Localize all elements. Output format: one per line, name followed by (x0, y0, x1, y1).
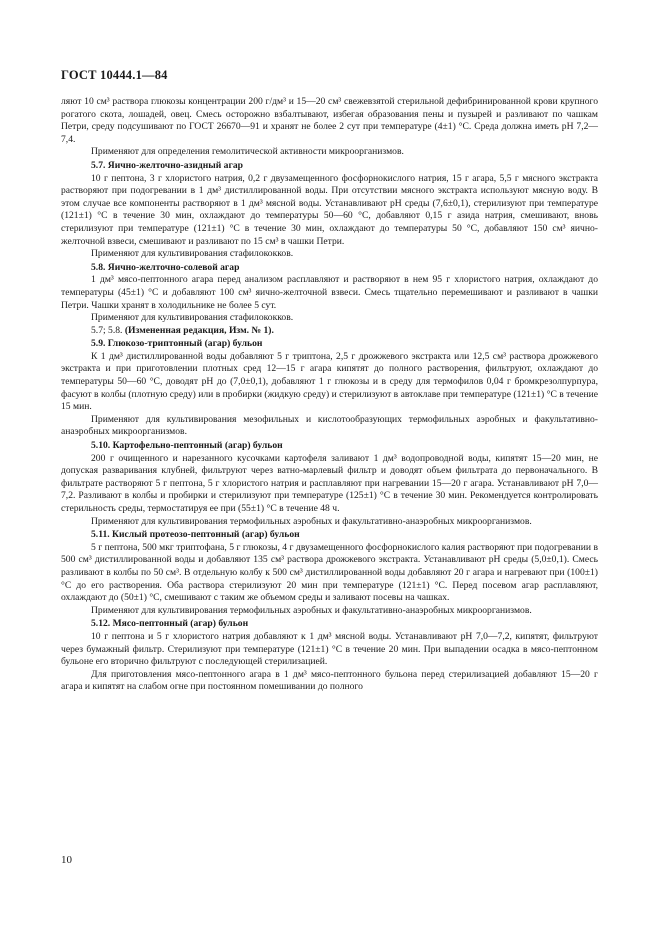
body-paragraph: 5 г пептона, 500 мкг триптофана, 5 г глюкозы, 4 г двузамещенного фосфорнокислого калия растворяют при подогревании в 500 см³ дистиллированной воды и добавляют 135 см³ раствора дрожжевого экстракта. Устанавливают pH среды (5,0±0,1). Смесь разливают в колбы по 50 см³. В отдельную колбу к 500 см³ дистиллированной воды добавляют 20 г агара и нагревают при (100±1) °С до его растворения. Оба раствора стерилизуют 20 мин при температуре (121±1) °С. Перед посевом агар расплавляют, охлаждают до (50±1) °С, смешивают с таким же объемом среды и заливают посевы на чашках. (61, 541, 598, 604)
page-number: 10 (61, 854, 72, 866)
body-paragraph: 200 г очищенного и нарезанного кусочками картофеля заливают 1 дм³ водопроводной воды, кипятят 15—20 мин, не допуская разваривания клубней, фильтруют через ватно-марлевый фильтр и доводят объем фильтрата до первоначального. В фильтрате растворяют 5 г пептона, 5 г хлористого натрия и расплавляют при нагревании 15—20 г агара. Устанавливают pH 7,0—7,2. Разливают в колбы и пробирки и стерилизуют при температуре (125±1) °С в течение 30 мин. Рекомендуется контролировать стерильность среды, термостатируя ее при (55±1) °С в течение 48 ч. (61, 452, 598, 514)
body-paragraph: Для приготовления мясо-пептонного агара в 1 дм³ мясо-пептонного бульона перед стерилизацией добавляют 15—20 г агара и кипятят на слабом огне при постоянном помешивании до полного (61, 668, 598, 693)
body-paragraph: К 1 дм³ дистиллированной воды добавляют 5 г триптона, 2,5 г дрожжевого экстракта или 12,5 см³ раствора дрожжевого экстракта и при приготовлении плотных сред 12—15 г агара кипятят до полного растворения, фильтруют, охлаждают до температуры 50—60 °С, доводят pH до (7,0±0,1), добавляют 1 г глюкозы и в среду для термофилов 0,04 г бромкрезолпурпура, фасуют в колбы (плотную среду) или в пробирки (жидкую среду) и стерилизуют в автоклаве при температуре (121±1) °С в течение 15 мин. (61, 350, 598, 413)
section-heading: 5.8. Яично-желточно-солевой агар (91, 261, 240, 273)
section-heading: 5.12. Мясо-пептонный (агар) бульон (91, 618, 249, 630)
body-paragraph: 10 г пептона, 3 г хлористого натрия, 0,2 г двузамещенного фосфорнокислого натрия, 15 г агара, 5,5 г мясного экстракта растворяют при подогревании в 1 дм³ дистиллированной воды. При отсутствии мясного экстракта используют мясную воду. В этом случае все компоненты растворяют в 1 дм³ мясной воды. Устанавливают pH среды (7,6±0,1), стерилизуют при температуре (121±1) °С в течение 30 мин, охлаждают до температуры 50—60 °С, добавляют 0,15 г азида натрия, смешивают, вновь стерилизуют при температуре (121±1) °С в течение 30 мин, охлаждают до температуры 50 °С, добавляют 150 см³ яично-желточной взвеси, смешивают и разливают по 15 см³ в чашки Петри. (61, 172, 598, 247)
body-paragraph: Применяют для культивирования термофильных аэробных и факультативно-анаэробных микроорганизмов. (91, 515, 532, 527)
body-paragraph: Применяют для определения гемолитической активности микроорганизмов. (91, 146, 404, 158)
document-code-header: ГОСТ 10444.1—84 (61, 68, 168, 82)
section-heading: 5.11. Кислый протеозо-пептонный (агар) бульон (91, 529, 300, 541)
section-heading: 5.9. Глюкозо-триптонный (агар) бульон (91, 338, 263, 350)
amendment-note (61, 325, 598, 338)
body-paragraph: ляют 10 см³ раствора глюкозы концентрации 200 г/дм³ и 15—20 см³ свежевзятой стерильной дефибринированной крови крупного рогатого скота, лошадей, овец. Смесь осторожно взбалтывают, избегая образования пены и пузырей и разливают по чашкам Петри, среду подсушивают по ГОСТ 26670—91 и хранят не более 2 сут при температуре (4±1) °С. Среда должна иметь pH 7,2—7,4. (61, 96, 598, 145)
body-paragraph: 10 г пептона и 5 г хлористого натрия добавляют к 1 дм³ мясной воды. Устанавливают pH 7,0—7,2, кипятят, фильтруют через бумажный фильтр. Стерилизуют при температуре (121±1) °С в течение 20 мин. При выпадении осадка в мясо-пептонном бульоне его вторично фильтруют с последующей стерилизацией. (61, 630, 598, 668)
body-paragraph: 1 дм³ мясо-пептонного агара перед анализом расплавляют и растворяют в нем 95 г хлористого натрия, охлаждают до температуры (45±1) °С и добавляют 100 см³ яично-желточной взвеси. Смесь тщательно перемешивают и разливают в чашки Петри. Чашки хранят в холодильнике не более 5 сут. (61, 274, 598, 311)
body-paragraph: Применяют для культивирования мезофильных и кислотообразующих термофильных аэробных и факультативно-анаэробных микроорганизмов. (61, 413, 598, 438)
document-body (61, 96, 598, 694)
amendment-label: (Измененная редакция, Изм. № 1). (124, 324, 274, 336)
body-paragraph: Применяют для культивирования стафилококков. (91, 248, 294, 260)
body-paragraph: Применяют для культивирования термофильных аэробных и факультативно-анаэробных микроорганизмов. (91, 604, 532, 616)
section-heading: 5.10. Картофельно-пептонный (агар) бульон (91, 440, 283, 452)
body-paragraph: Применяют для культивирования стафилококков. (91, 312, 294, 324)
section-heading: 5.7. Яично-желточно-азидный агар (91, 159, 243, 171)
amendment-sections: 5.7; 5.8. (91, 324, 125, 336)
